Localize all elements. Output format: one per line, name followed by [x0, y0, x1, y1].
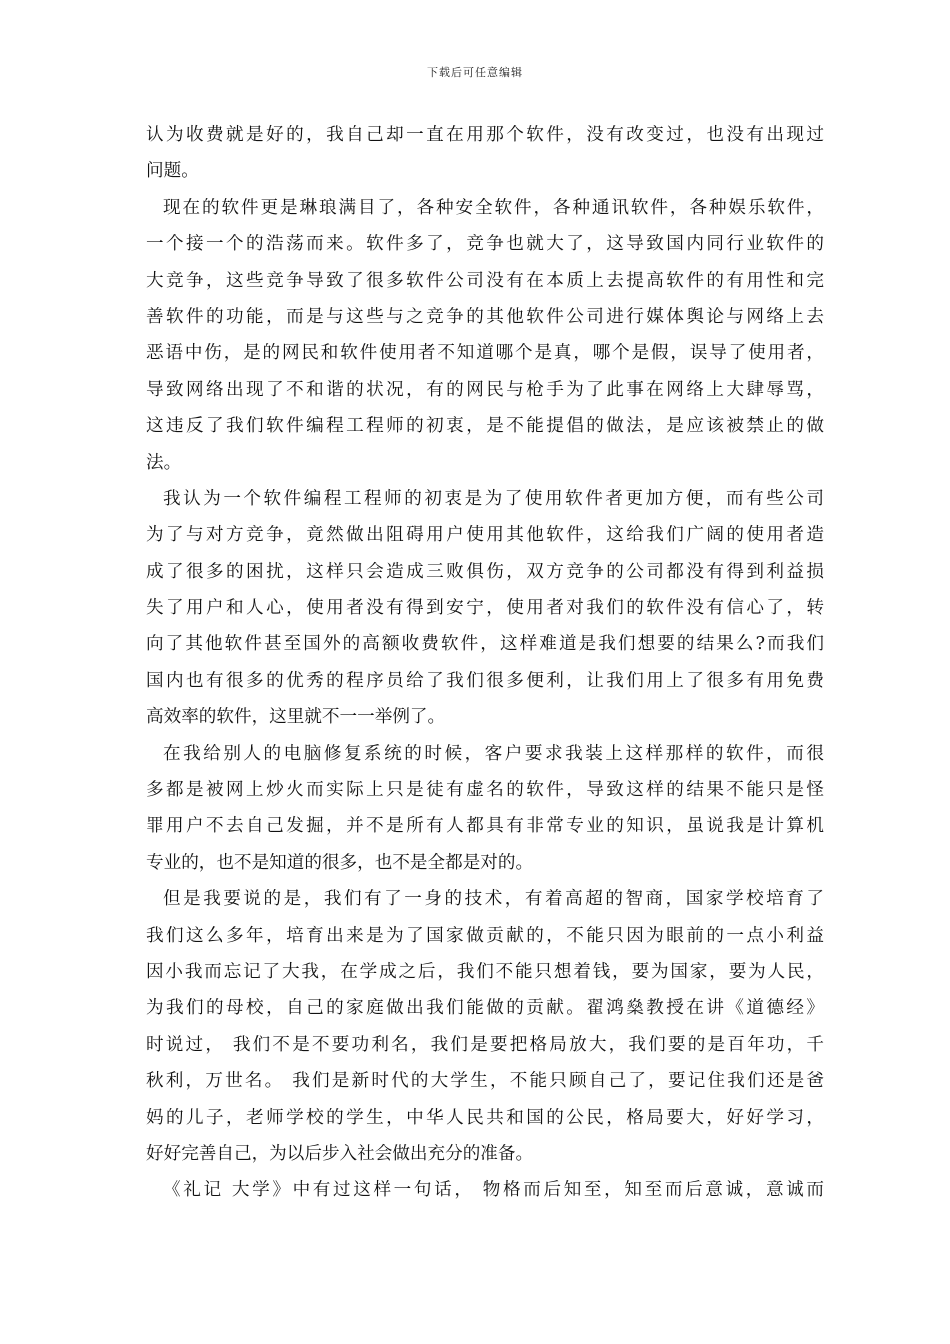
text-line: 高效率的软件，这里就不一一举例了。 [146, 707, 446, 728]
text-line: 专业的，也不是知道的很多，也不是全都是对的。 [146, 852, 534, 873]
text-line: 大竞争，这些竞争导致了很多软件公司没有在本质上去提高软件的有用性和完 [146, 270, 824, 291]
text-line: 在我给别人的电脑修复系统的时候，客户要求我装上这样那样的软件，而很 [163, 743, 824, 764]
text-line: 成了很多的困扰，这样只会造成三败俱伤，双方竞争的公司都没有得到利益损 [146, 561, 824, 582]
text-line: 因小我而忘记了大我，在学成之后，我们不能只想着钱，要为国家，要为人民， [146, 961, 824, 982]
text-line: 但是我要说的是，我们有了一身的技术，有着高超的智商，国家学校培育了 [163, 889, 824, 910]
text-line: 国内也有很多的优秀的程序员给了我们很多便利，让我们用上了很多有用免费 [146, 670, 824, 691]
text-line: 认为收费就是好的，我自己却一直在用那个软件，没有改变过，也没有出现过 [146, 125, 824, 145]
header-text: 下载后可任意编辑 [427, 66, 523, 79]
page-header [0, 64, 950, 80]
text-line: 我认为一个软件编程工程师的初衷是为了使用软件者更加方便，而有些公司 [163, 488, 824, 509]
text-line: 我们这么多年，培育出来是为了国家做贡献的，不能只因为眼前的一点小利益 [146, 925, 824, 946]
text-line: 为我们的母校，自己的家庭做出我们能做的贡献。翟鸿燊教授在讲《道德经》 [146, 998, 824, 1019]
text-line: 导致网络出现了不和谐的状况，有的网民与枪手为了此事在网络上大肆辱骂， [146, 379, 824, 400]
text-line: 现在的软件更是琳琅满目了，各种安全软件，各种通讯软件，各种娱乐软件， [163, 197, 824, 218]
text-line: 问题。 [146, 161, 199, 182]
document-body [146, 117, 824, 1209]
text-line: 多都是被网上炒火而实际上只是徒有虚名的软件，导致这样的结果不能只是怪 [146, 780, 824, 801]
text-line: 为了与对方竞争，竟然做出阻碍用户使用其他软件，这给我们广阔的使用者造 [146, 525, 824, 546]
text-line: 失了用户和人心，使用者没有得到安宁，使用者对我们的软件没有信心了，转 [146, 598, 824, 619]
text-line: 时说过， 我们不是不要功利名，我们是要把格局放大，我们要的是百年功，千 [146, 1034, 824, 1055]
text-line: 恶语中伤，是的网民和软件使用者不知道哪个是真，哪个是假，误导了使用者， [146, 343, 824, 364]
text-line: 这违反了我们软件编程工程师的初衷，是不能提倡的做法，是应该被禁止的做 [146, 416, 824, 437]
text-line: 好好完善自己，为以后步入社会做出充分的准备。 [146, 1143, 534, 1164]
text-line: 一个接一个的浩荡而来。软件多了，竞争也就大了，这导致国内同行业软件的 [146, 234, 824, 255]
text-line: 《礼记 大学》中有过这样一句话， 物格而后知至，知至而后意诚，意诚而 [163, 1180, 824, 1201]
text-line: 罪用户不去自己发掘，并不是所有人都具有非常专业的知识，虽说我是计算机 [146, 816, 824, 837]
text-line: 法。 [146, 452, 182, 473]
text-line: 妈的儿子，老师学校的学生，中华人民共和国的公民，格局要大，好好学习， [146, 1107, 824, 1128]
text-line: 善软件的功能，而是与这些与之竞争的其他软件公司进行媒体舆论与网络上去 [146, 306, 824, 327]
text-line: 秋利，万世名。 我们是新时代的大学生，不能只顾自己了，要记住我们还是爸 [146, 1071, 824, 1092]
text-line: 向了其他软件甚至国外的高额收费软件，这样难道是我们想要的结果么?而我们 [146, 634, 824, 655]
